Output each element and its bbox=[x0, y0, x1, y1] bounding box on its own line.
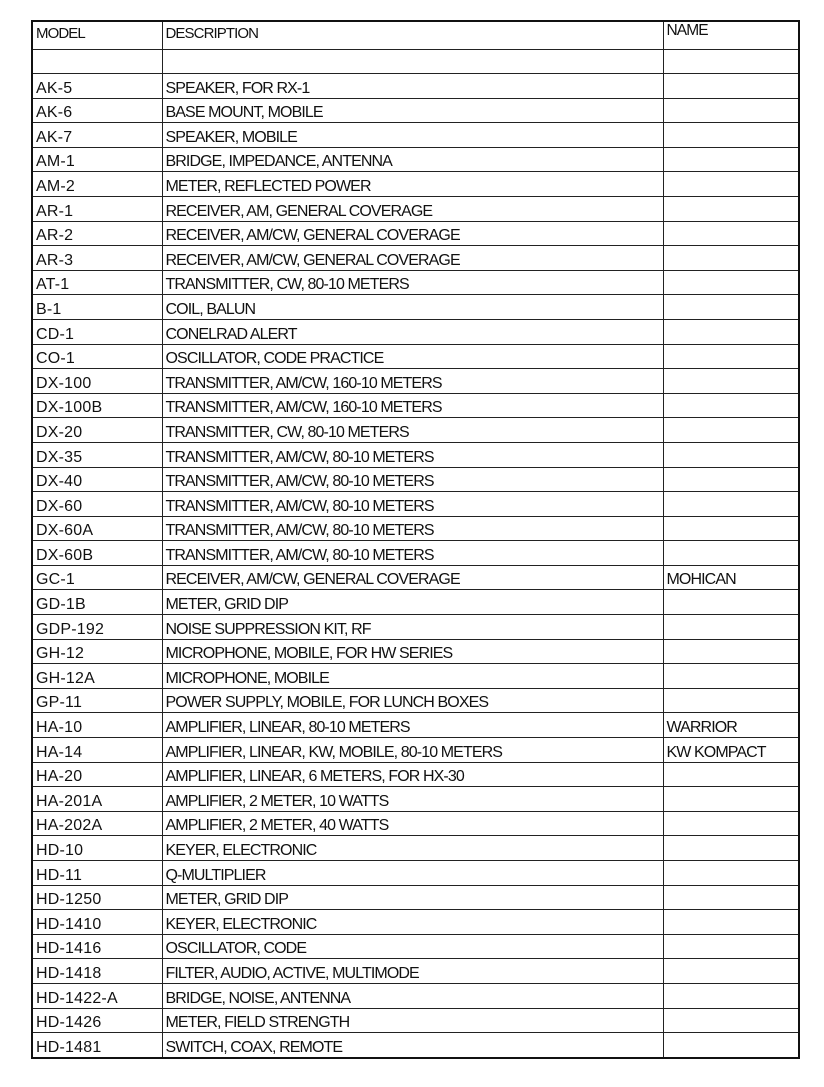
blank-cell bbox=[32, 50, 162, 74]
table-row bbox=[32, 639, 799, 664]
description-cell: Q-MULTIPLIER bbox=[162, 861, 663, 886]
model-cell: DX-20 bbox=[32, 418, 162, 443]
name-cell bbox=[663, 934, 799, 959]
table-row bbox=[32, 983, 799, 1008]
model-cell: CO-1 bbox=[32, 344, 162, 369]
name-cell bbox=[663, 1033, 799, 1058]
description-cell: OSCILLATOR, CODE PRACTICE bbox=[162, 344, 663, 369]
description-cell: METER, GRID DIP bbox=[162, 885, 663, 910]
model-cell: HA-14 bbox=[32, 738, 162, 763]
table-row bbox=[32, 147, 799, 172]
header-row bbox=[32, 21, 799, 50]
description-cell: POWER SUPPLY, MOBILE, FOR LUNCH BOXES bbox=[162, 688, 663, 713]
description-cell: BRIDGE, IMPEDANCE, ANTENNA bbox=[162, 147, 663, 172]
description-cell: TRANSMITTER, CW, 80-10 METERS bbox=[162, 270, 663, 295]
description-cell: METER, FIELD STRENGTH bbox=[162, 1008, 663, 1033]
table-row bbox=[32, 811, 799, 836]
name-cell bbox=[663, 344, 799, 369]
table-row bbox=[32, 1008, 799, 1033]
table-row bbox=[32, 836, 799, 861]
table-row bbox=[32, 861, 799, 886]
model-cell: GH-12A bbox=[32, 664, 162, 689]
table-row bbox=[32, 713, 799, 738]
name-cell bbox=[663, 688, 799, 713]
model-cell: DX-35 bbox=[32, 442, 162, 467]
description-cell: TRANSMITTER, AM/CW, 80-10 METERS bbox=[162, 467, 663, 492]
table-row bbox=[32, 664, 799, 689]
name-cell bbox=[663, 246, 799, 271]
table-row bbox=[32, 910, 799, 935]
table-row bbox=[32, 1033, 799, 1058]
model-cell: AK-6 bbox=[32, 98, 162, 123]
model-cell: HD-10 bbox=[32, 836, 162, 861]
table-row bbox=[32, 787, 799, 812]
name-cell bbox=[663, 98, 799, 123]
model-cell: HD-1426 bbox=[32, 1008, 162, 1033]
model-cell: AT-1 bbox=[32, 270, 162, 295]
description-cell: TRANSMITTER, AM/CW, 160-10 METERS bbox=[162, 393, 663, 418]
description-cell: AMPLIFIER, LINEAR, KW, MOBILE, 80-10 METERS bbox=[162, 738, 663, 763]
table-row bbox=[32, 467, 799, 492]
table-row bbox=[32, 762, 799, 787]
table-row bbox=[32, 98, 799, 123]
name-cell bbox=[663, 442, 799, 467]
description-cell: NOISE SUPPRESSION KIT, RF bbox=[162, 615, 663, 640]
description-cell: RECEIVER, AM/CW, GENERAL COVERAGE bbox=[162, 221, 663, 246]
description-cell: TRANSMITTER, AM/CW, 80-10 METERS bbox=[162, 492, 663, 517]
description-cell: RECEIVER, AM/CW, GENERAL COVERAGE bbox=[162, 246, 663, 271]
model-cell: DX-40 bbox=[32, 467, 162, 492]
model-cell: AM-1 bbox=[32, 147, 162, 172]
name-cell bbox=[663, 319, 799, 344]
model-cell: DX-60A bbox=[32, 516, 162, 541]
model-cell: HD-11 bbox=[32, 861, 162, 886]
description-cell: TRANSMITTER, AM/CW, 80-10 METERS bbox=[162, 516, 663, 541]
description-cell: AMPLIFIER, 2 METER, 10 WATTS bbox=[162, 787, 663, 812]
table-row bbox=[32, 246, 799, 271]
table-row bbox=[32, 738, 799, 763]
name-cell bbox=[663, 664, 799, 689]
description-cell: SWITCH, COAX, REMOTE bbox=[162, 1033, 663, 1058]
name-cell bbox=[663, 196, 799, 221]
name-cell bbox=[663, 123, 799, 148]
model-cell: AR-2 bbox=[32, 221, 162, 246]
model-cell: GDP-192 bbox=[32, 615, 162, 640]
model-cell: AR-1 bbox=[32, 196, 162, 221]
table-row bbox=[32, 492, 799, 517]
name-cell bbox=[663, 615, 799, 640]
name-cell bbox=[663, 590, 799, 615]
table-row bbox=[32, 418, 799, 443]
name-cell bbox=[663, 885, 799, 910]
table-row bbox=[32, 959, 799, 984]
table-row bbox=[32, 541, 799, 566]
name-cell bbox=[663, 787, 799, 812]
name-cell bbox=[663, 172, 799, 197]
model-cell: HD-1481 bbox=[32, 1033, 162, 1058]
model-cell: GH-12 bbox=[32, 639, 162, 664]
table-row bbox=[32, 270, 799, 295]
description-cell: CONELRAD ALERT bbox=[162, 319, 663, 344]
name-cell bbox=[663, 541, 799, 566]
table-row bbox=[32, 295, 799, 320]
model-cell: AR-3 bbox=[32, 246, 162, 271]
model-cell: DX-100B bbox=[32, 393, 162, 418]
model-cell: GP-11 bbox=[32, 688, 162, 713]
table-row bbox=[32, 934, 799, 959]
model-cell: HD-1250 bbox=[32, 885, 162, 910]
table-row bbox=[32, 442, 799, 467]
table-body bbox=[32, 21, 799, 1058]
name-cell bbox=[663, 516, 799, 541]
name-cell bbox=[663, 295, 799, 320]
table-row bbox=[32, 688, 799, 713]
model-cell: B-1 bbox=[32, 295, 162, 320]
table-row bbox=[32, 590, 799, 615]
name-cell bbox=[663, 467, 799, 492]
blank-cell bbox=[663, 50, 799, 74]
description-cell: AMPLIFIER, LINEAR, 80-10 METERS bbox=[162, 713, 663, 738]
description-cell: RECEIVER, AM/CW, GENERAL COVERAGE bbox=[162, 565, 663, 590]
header-model: MODEL bbox=[32, 21, 162, 50]
name-cell bbox=[663, 74, 799, 99]
description-cell: TRANSMITTER, AM/CW, 80-10 METERS bbox=[162, 541, 663, 566]
name-cell bbox=[663, 762, 799, 787]
name-cell bbox=[663, 1008, 799, 1033]
header-name: NAME bbox=[663, 21, 799, 50]
table-row bbox=[32, 196, 799, 221]
description-cell: AMPLIFIER, LINEAR, 6 METERS, FOR HX-30 bbox=[162, 762, 663, 787]
description-cell: TRANSMITTER, AM/CW, 80-10 METERS bbox=[162, 442, 663, 467]
model-cell: DX-60B bbox=[32, 541, 162, 566]
model-cell: DX-100 bbox=[32, 369, 162, 394]
model-cell: CD-1 bbox=[32, 319, 162, 344]
description-cell: TRANSMITTER, AM/CW, 160-10 METERS bbox=[162, 369, 663, 394]
model-cell: AK-5 bbox=[32, 74, 162, 99]
name-cell: WARRIOR bbox=[663, 713, 799, 738]
model-cell: DX-60 bbox=[32, 492, 162, 517]
description-cell: KEYER, ELECTRONIC bbox=[162, 910, 663, 935]
description-cell: BRIDGE, NOISE, ANTENNA bbox=[162, 983, 663, 1008]
name-cell bbox=[663, 393, 799, 418]
name-cell bbox=[663, 811, 799, 836]
name-cell bbox=[663, 983, 799, 1008]
name-cell bbox=[663, 836, 799, 861]
name-cell bbox=[663, 959, 799, 984]
description-cell: RECEIVER, AM, GENERAL COVERAGE bbox=[162, 196, 663, 221]
table-row bbox=[32, 885, 799, 910]
description-cell: AMPLIFIER, 2 METER, 40 WATTS bbox=[162, 811, 663, 836]
description-cell: SPEAKER, FOR RX-1 bbox=[162, 74, 663, 99]
model-cell: HA-202A bbox=[32, 811, 162, 836]
model-cell: HD-1416 bbox=[32, 934, 162, 959]
model-cell: HA-201A bbox=[32, 787, 162, 812]
description-cell: COIL, BALUN bbox=[162, 295, 663, 320]
model-cell: HA-20 bbox=[32, 762, 162, 787]
name-cell bbox=[663, 221, 799, 246]
description-cell: FILTER, AUDIO, ACTIVE, MULTIMODE bbox=[162, 959, 663, 984]
blank-cell bbox=[162, 50, 663, 74]
table-row bbox=[32, 516, 799, 541]
name-cell bbox=[663, 861, 799, 886]
header-description: DESCRIPTION bbox=[162, 21, 663, 50]
table-row bbox=[32, 123, 799, 148]
description-cell: BASE MOUNT, MOBILE bbox=[162, 98, 663, 123]
name-cell: MOHICAN bbox=[663, 565, 799, 590]
description-cell: SPEAKER, MOBILE bbox=[162, 123, 663, 148]
table-row bbox=[32, 369, 799, 394]
model-cell: AM-2 bbox=[32, 172, 162, 197]
description-cell: OSCILLATOR, CODE bbox=[162, 934, 663, 959]
table-row bbox=[32, 221, 799, 246]
model-cell: GD-1B bbox=[32, 590, 162, 615]
table-row bbox=[32, 393, 799, 418]
model-cell: AK-7 bbox=[32, 123, 162, 148]
name-cell bbox=[663, 910, 799, 935]
name-cell bbox=[663, 147, 799, 172]
model-cell: HA-10 bbox=[32, 713, 162, 738]
model-cell: HD-1410 bbox=[32, 910, 162, 935]
name-cell bbox=[663, 270, 799, 295]
table-row bbox=[32, 319, 799, 344]
description-cell: METER, GRID DIP bbox=[162, 590, 663, 615]
description-cell: TRANSMITTER, CW, 80-10 METERS bbox=[162, 418, 663, 443]
name-cell bbox=[663, 492, 799, 517]
name-cell bbox=[663, 418, 799, 443]
table-row bbox=[32, 74, 799, 99]
table-row bbox=[32, 565, 799, 590]
name-cell bbox=[663, 369, 799, 394]
model-cell: HD-1418 bbox=[32, 959, 162, 984]
model-cell: HD-1422-A bbox=[32, 983, 162, 1008]
name-cell bbox=[663, 639, 799, 664]
description-cell: KEYER, ELECTRONIC bbox=[162, 836, 663, 861]
model-cell: GC-1 bbox=[32, 565, 162, 590]
table-row bbox=[32, 615, 799, 640]
table-row bbox=[32, 172, 799, 197]
blank-row bbox=[32, 50, 799, 74]
table-row bbox=[32, 344, 799, 369]
description-cell: MICROPHONE, MOBILE, FOR HW SERIES bbox=[162, 639, 663, 664]
model-catalog-table bbox=[31, 20, 800, 1059]
name-cell: KW KOMPACT bbox=[663, 738, 799, 763]
description-cell: MICROPHONE, MOBILE bbox=[162, 664, 663, 689]
description-cell: METER, REFLECTED POWER bbox=[162, 172, 663, 197]
